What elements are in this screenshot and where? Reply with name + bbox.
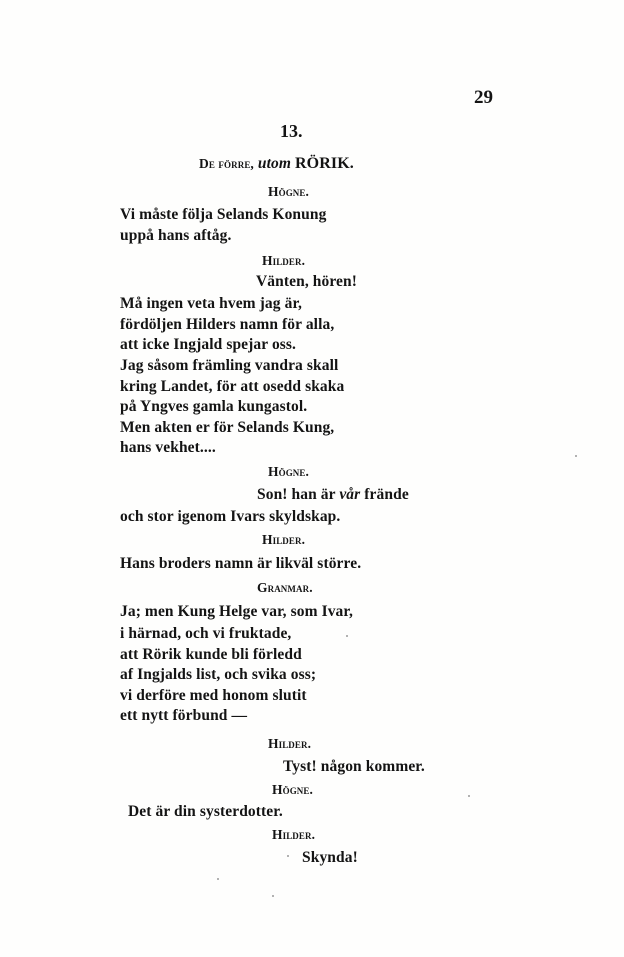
scan-speck — [575, 455, 577, 457]
verse-line: Skynda! — [302, 849, 358, 866]
verse-line: i härnad, och vi fruktade, — [120, 625, 292, 642]
verse-line: Tyst! någon kommer. — [283, 758, 425, 775]
speaker-label: Högne. — [272, 782, 313, 797]
speaker-label: Hilder. — [262, 532, 306, 547]
verse-line: Jag såsom främling vandra skall — [120, 357, 339, 374]
scan-speck — [346, 635, 348, 637]
scan-speck — [287, 855, 289, 857]
speaker-label: Hilder. — [272, 827, 316, 842]
page-number: 29 — [474, 87, 493, 108]
scene-number: 13. — [280, 121, 303, 141]
verse-line: att Rörik kunde bli förledd — [120, 646, 302, 663]
verse-line: Det är din systerdotter. — [128, 803, 283, 820]
verse-line: ett nytt förbund — — [120, 707, 248, 724]
verse-line: Vi måste följa Selands Konung — [120, 206, 327, 223]
speaker-label: Högne. — [268, 184, 309, 199]
speaker-label: Hilder. — [268, 736, 312, 751]
speaker-label: Granmar. — [257, 580, 313, 595]
speaker-label: Högne. — [268, 464, 309, 479]
verse-emphasis: vår — [339, 486, 361, 503]
verse-line: Vänten, hören! — [256, 273, 358, 290]
stage-direction — [199, 155, 354, 173]
scan-speck — [217, 878, 219, 880]
verse-line: och stor igenom Ivars skyldskap. — [120, 508, 341, 525]
scan-speck — [272, 895, 274, 897]
verse-line: vi derföre med honom slutit — [120, 687, 307, 704]
stage-utom: utom — [257, 155, 292, 172]
verse-line: Ja; men Kung Helge var, som Ivar, — [120, 603, 353, 620]
verse-line: att icke Ingjald spejar oss. — [120, 336, 297, 353]
verse-line: kring Landet, för att osedd skaka — [120, 378, 345, 395]
verse-text: frände — [364, 486, 409, 503]
verse-line: uppå hans aftåg. — [120, 227, 232, 244]
stage-prefix: De förre, — [199, 156, 254, 171]
verse-line: af Ingjalds list, och svika oss; — [120, 666, 317, 683]
verse-line — [257, 486, 409, 504]
scan-speck — [468, 795, 470, 797]
verse-line: på Yngves gamla kungastol. — [120, 398, 308, 415]
verse-line: Men akten er för Selands Kung, — [120, 419, 335, 436]
verse-line: Må ingen veta hvem jag är, — [120, 295, 302, 312]
verse-text: Son! han är — [257, 486, 336, 503]
speaker-label: Hilder. — [262, 253, 306, 268]
verse-line: fördöljen Hilders namn för alla, — [120, 316, 335, 333]
verse-line: Hans broders namn är likväl större. — [120, 555, 362, 572]
verse-line: hans vekhet.... — [120, 439, 216, 456]
stage-character: RÖRIK. — [295, 155, 354, 172]
